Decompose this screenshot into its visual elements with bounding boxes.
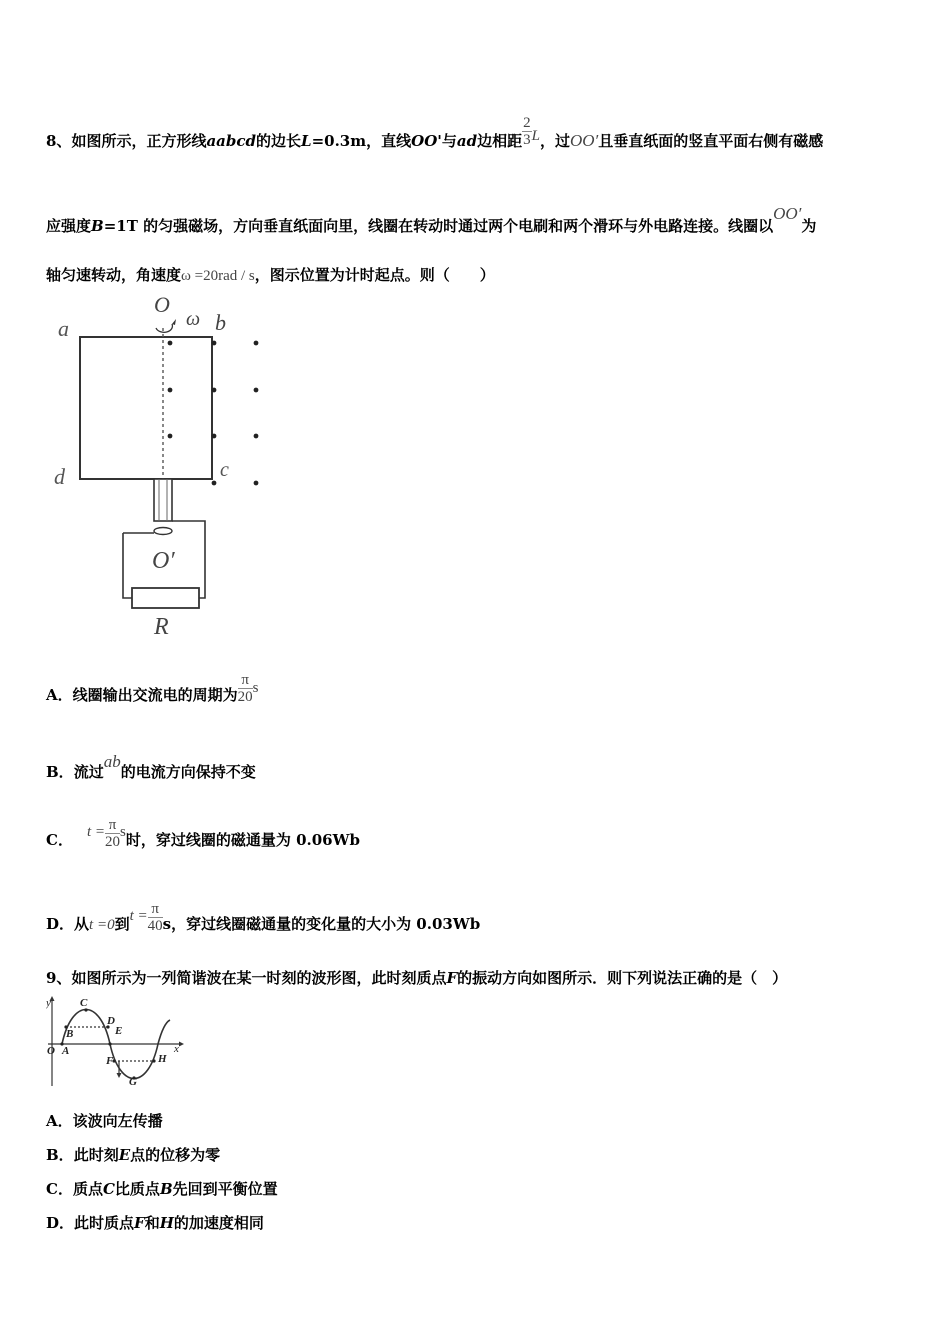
- q8-line-3: 轴匀速转动，角速度ω =20rad / s，图示位置为计时起点。则（ ）: [46, 266, 495, 284]
- q9-option-b[interactable]: B．此时刻E点的位移为零: [46, 1146, 221, 1164]
- q9-option-d[interactable]: D．此时质点F和H的加速度相同: [46, 1214, 264, 1232]
- svg-text:E: E: [115, 1025, 123, 1037]
- svg-text:B: B: [66, 1028, 74, 1040]
- label-R: R: [154, 614, 169, 640]
- svg-text:O: O: [47, 1045, 55, 1057]
- q8-number: 8、: [46, 132, 72, 150]
- label-O-prime: O′: [152, 548, 175, 574]
- q9-option-c[interactable]: C．质点C比质点B先回到平衡位置: [46, 1180, 278, 1198]
- q9-stem: 9、如图所示为一列简谐波在某一时刻的波形图，此时刻质点F的振动方向如图所示．则下列说法正确的是（ ）: [46, 969, 788, 987]
- svg-text:F: F: [106, 1055, 114, 1067]
- q8-option-b[interactable]: B．流过ab的电流方向保持不变: [46, 752, 256, 781]
- q9-wave-figure: [46, 994, 186, 1086]
- q9-option-a[interactable]: A．该波向左传播: [46, 1112, 163, 1130]
- label-omega: ω: [186, 308, 201, 330]
- q8-option-d[interactable]: D．从t =0到t = $\frac{\pi}{40}$ s，穿过线圈磁通量的变化量的大小为 0.03Wb: [46, 900, 481, 934]
- svg-text:C: C: [80, 997, 88, 1009]
- svg-text:G: G: [129, 1076, 137, 1086]
- svg-text:y: y: [46, 997, 51, 1009]
- q8-line-1: 8、如图所示，正方形线aabcd的边长L=0.3m，直线OO'与ad边相距 $\frac{2}{3}$ L，过OO′且垂直纸面的竖直平面右侧有磁感: [46, 114, 824, 150]
- omega-value: ω =20rad / s: [181, 268, 255, 284]
- svg-text:D: D: [107, 1015, 115, 1027]
- svg-text:A: A: [62, 1045, 70, 1057]
- q9-number: 9、: [46, 969, 72, 987]
- label-d: d: [54, 464, 65, 489]
- svg-text:H: H: [158, 1053, 167, 1065]
- two-thirds-fraction: $\frac{2}{3}$: [523, 114, 531, 148]
- q8-option-a[interactable]: A．线圈输出交流电的周期为 $\frac{\pi}{20}$ s: [46, 671, 259, 705]
- q8-coil-figure: [46, 292, 276, 642]
- q8-option-c[interactable]: C． t = $\frac{\pi}{20}$ s时，穿过线圈的磁通量为 0.06Wb: [46, 816, 360, 850]
- svg-text:x: x: [174, 1043, 179, 1055]
- label-a: a: [58, 316, 69, 341]
- label-b: b: [215, 310, 226, 335]
- oo-axis-symbol: OO′: [569, 131, 599, 150]
- q8-line-2: 应强度B=1T 的匀强磁场，方向垂直纸面向里，线圈在转动时通过两个电刷和两个滑环与外电路连接。线圈以OO′为: [46, 204, 817, 235]
- label-O: O: [154, 292, 170, 317]
- label-c: c: [220, 459, 229, 481]
